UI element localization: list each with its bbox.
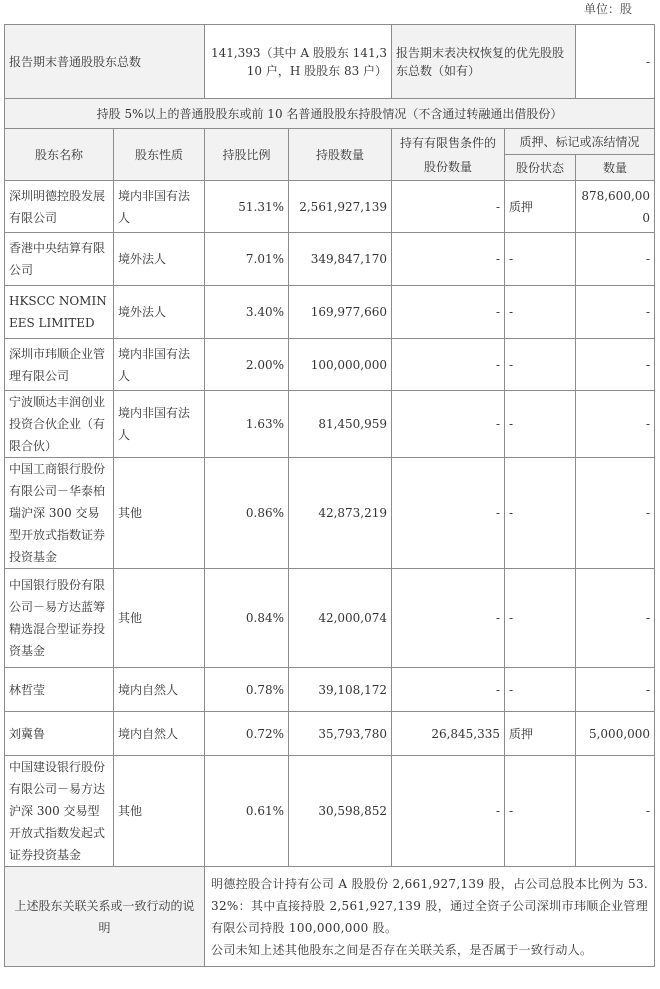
header-quantity: 持股数量: [289, 129, 392, 181]
holding-ratio: 0.86%: [205, 458, 289, 569]
preferred-total-label: 报告期末表决权恢复的优先股股东总数（如有）: [392, 25, 576, 99]
pledged-quantity: -: [576, 391, 655, 458]
pledged-quantity: -: [576, 339, 655, 391]
holding-quantity: 35,793,780: [289, 712, 392, 756]
shareholder-name: HKSCC NOMINEES LIMITED: [5, 286, 114, 339]
pledged-quantity: -: [576, 233, 655, 286]
note-label: 上述股东关联关系或一致行动的说明: [5, 867, 205, 967]
restricted-shares: -: [392, 668, 505, 712]
table-row: [5, 756, 655, 867]
pledge-status: -: [505, 458, 576, 569]
pledged-quantity: -: [576, 756, 655, 867]
restricted-shares: -: [392, 458, 505, 569]
table-row: [5, 668, 655, 712]
holding-ratio: 0.78%: [205, 668, 289, 712]
holding-ratio: 1.63%: [205, 391, 289, 458]
pledge-status: -: [505, 756, 576, 867]
pledge-status: -: [505, 286, 576, 339]
shareholder-name: 林哲莹: [5, 668, 114, 712]
holding-quantity: 100,000,000: [289, 339, 392, 391]
shareholder-name: 深圳明德控股发展有限公司: [5, 181, 114, 233]
pledge-status: 质押: [505, 181, 576, 233]
holding-quantity: 2,561,927,139: [289, 181, 392, 233]
common-total-value: 141,393（其中 A 股股东 141,310 户，H 股股东 83 户）: [205, 25, 392, 99]
restricted-shares: -: [392, 233, 505, 286]
restricted-shares: -: [392, 286, 505, 339]
table-row: [5, 233, 655, 286]
shareholder-nature: 其他: [114, 756, 205, 867]
table-row: [5, 181, 655, 233]
table-row: [5, 391, 655, 458]
note-text: [205, 867, 655, 967]
summary-row: [5, 25, 655, 99]
preferred-total-value: -: [576, 25, 655, 99]
shareholder-nature: 其他: [114, 569, 205, 668]
shareholder-name: 中国工商银行股份有限公司－华泰柏瑞沪深 300 交易型开放式指数证券投资基金: [5, 458, 114, 569]
holding-quantity: 169,977,660: [289, 286, 392, 339]
header-ratio: 持股比例: [205, 129, 289, 181]
holding-quantity: 42,873,219: [289, 458, 392, 569]
holding-ratio: 51.31%: [205, 181, 289, 233]
pledge-status: -: [505, 668, 576, 712]
shareholder-name: 宁波顺达丰润创业投资合伙企业（有限合伙）: [5, 391, 114, 458]
restricted-shares: -: [392, 756, 505, 867]
pledged-quantity: -: [576, 458, 655, 569]
holding-ratio: 0.84%: [205, 569, 289, 668]
note-row: [5, 867, 655, 967]
note-paragraph: 明德控股合计持有公司 A 股股份 2,661,927,139 股，占公司总股本比例为 53.32%：其中直接持股 2,561,927,139 股，通过全资子公司深圳市玮顺企业管理有限公司持股 100,000,000 股。: [211, 876, 649, 935]
table-row: [5, 712, 655, 756]
table-row: [5, 458, 655, 569]
shareholder-name: 深圳市玮顺企业管理有限公司: [5, 339, 114, 391]
shareholder-nature: 境内自然人: [114, 712, 205, 756]
restricted-shares: -: [392, 391, 505, 458]
pledged-quantity: -: [576, 286, 655, 339]
pledged-quantity: 5,000,000: [576, 712, 655, 756]
shareholder-nature: 境内非国有法人: [114, 391, 205, 458]
table-row: [5, 339, 655, 391]
pledged-quantity: -: [576, 569, 655, 668]
pledged-quantity: 878,600,000: [576, 181, 655, 233]
shareholder-nature: 境内非国有法人: [114, 181, 205, 233]
section-title-row: [5, 99, 655, 129]
header-row-1: [5, 129, 655, 155]
header-pledge-group: 质押、标记或冻结情况: [505, 129, 655, 155]
shareholder-nature: 境内自然人: [114, 668, 205, 712]
pledge-status: -: [505, 569, 576, 668]
holding-quantity: 39,108,172: [289, 668, 392, 712]
unit-label: 单位：股: [583, 2, 632, 16]
header-name: 股东名称: [5, 129, 114, 181]
header-pledge-quantity: 数量: [576, 155, 655, 181]
holding-quantity: 81,450,959: [289, 391, 392, 458]
note-paragraph: 公司未知上述其他股东之间是否存在关联关系，是否属于一致行动人。: [211, 942, 593, 957]
pledge-status: -: [505, 391, 576, 458]
section-title: 持股 5%以上的普通股股东或前 10 名普通股股东持股情况（不含通过转融通出借股份）: [5, 99, 655, 129]
shareholder-name: 中国银行股份有限公司－易方达蓝筹精选混合型证券投资基金: [5, 569, 114, 668]
shareholder-nature: 其他: [114, 458, 205, 569]
header-restricted: 持有有限售条件的股份数量: [392, 129, 505, 181]
shareholder-nature: 境外法人: [114, 286, 205, 339]
shareholder-name: 香港中央结算有限公司: [5, 233, 114, 286]
holding-quantity: 42,000,074: [289, 569, 392, 668]
holding-quantity: 30,598,852: [289, 756, 392, 867]
header-pledge-status: 股份状态: [505, 155, 576, 181]
restricted-shares: 26,845,335: [392, 712, 505, 756]
table-row: [5, 569, 655, 668]
holding-ratio: 2.00%: [205, 339, 289, 391]
holding-ratio: 3.40%: [205, 286, 289, 339]
shareholder-table: [4, 24, 655, 967]
shareholder-nature: 境内非国有法人: [114, 339, 205, 391]
pledged-quantity: -: [576, 668, 655, 712]
pledge-status: 质押: [505, 712, 576, 756]
pledge-status: -: [505, 233, 576, 286]
header-nature: 股东性质: [114, 129, 205, 181]
restricted-shares: -: [392, 339, 505, 391]
holding-quantity: 349,847,170: [289, 233, 392, 286]
common-total-label: 报告期末普通股股东总数: [5, 25, 205, 99]
restricted-shares: -: [392, 569, 505, 668]
holding-ratio: 7.01%: [205, 233, 289, 286]
table-row: [5, 286, 655, 339]
restricted-shares: -: [392, 181, 505, 233]
holding-ratio: 0.61%: [205, 756, 289, 867]
pledge-status: -: [505, 339, 576, 391]
holding-ratio: 0.72%: [205, 712, 289, 756]
shareholder-name: 刘冀鲁: [5, 712, 114, 756]
shareholder-nature: 境外法人: [114, 233, 205, 286]
shareholder-name: 中国建设银行股份有限公司－易方达沪深 300 交易型开放式指数发起式证券投资基金: [5, 756, 114, 867]
